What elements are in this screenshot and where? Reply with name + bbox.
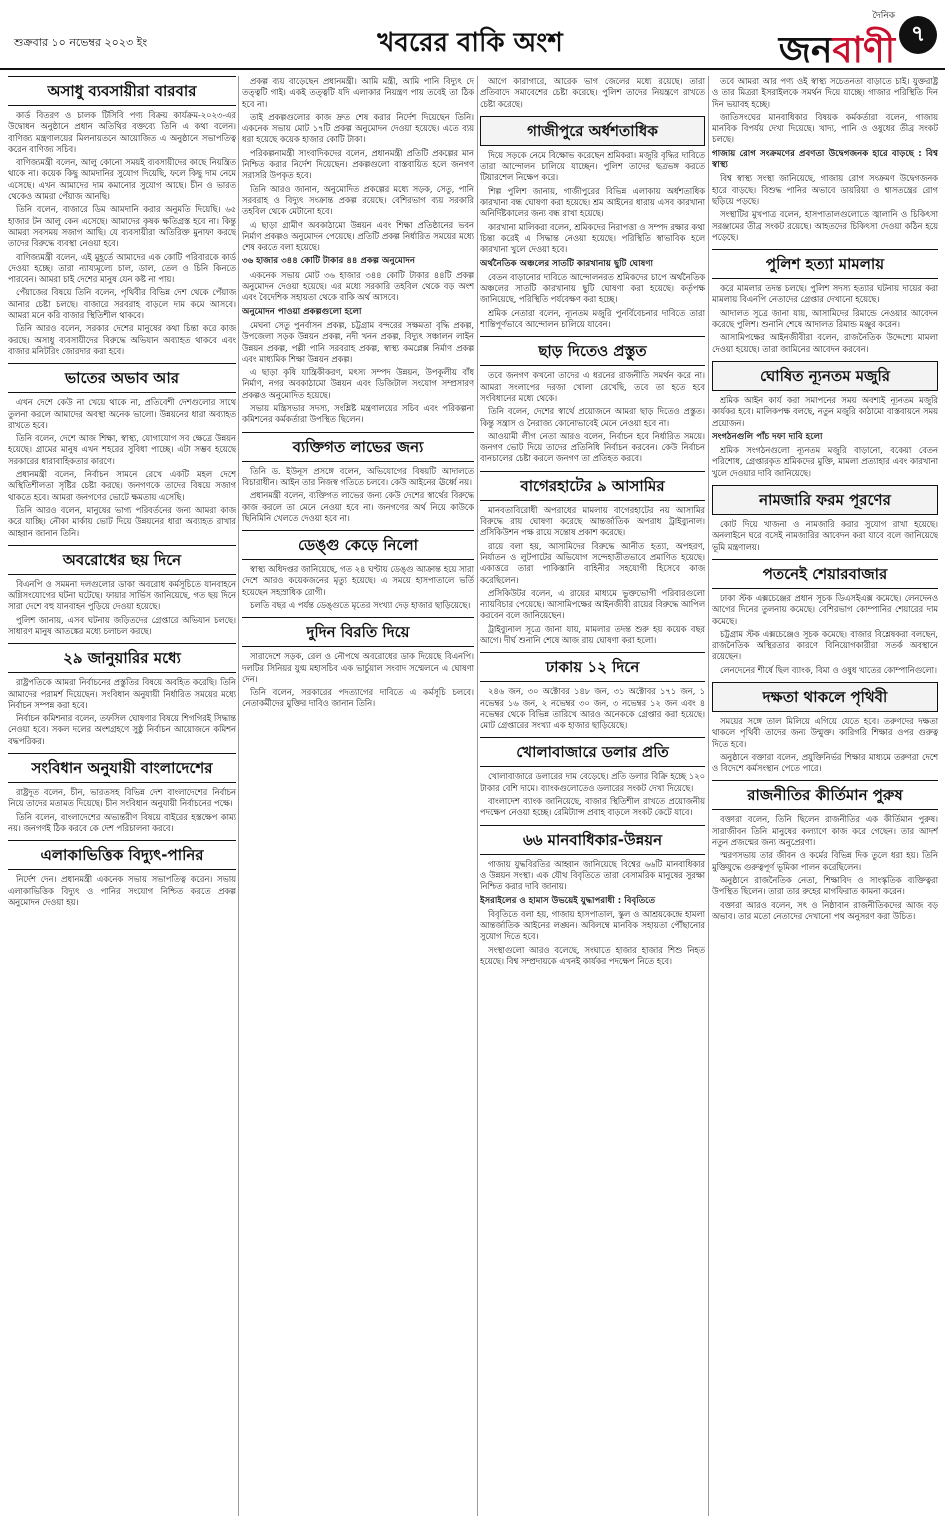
paragraph: সংস্থাটির মুখপাত্র বলেন, হাসপাতালগুলোতে জ্বালানি ও চিকিৎসা সরঞ্জামের তীব্র সংকট রয়েছে। আহতদের চিকিৎসা দেওয়া কঠিন হয়ে পড়েছে। — [712, 209, 938, 242]
headline: ২৯ জানুয়ারির মধ্যে — [8, 643, 236, 673]
headline: সংবিধান অনুযায়ী বাংলাদেশের — [8, 753, 236, 783]
paragraph: সংস্থাগুলো আরও বলেছে, সংঘাতে হাজার হাজার শিশু নিহত হয়েছে। বিশ্ব সম্প্রদায়কে এখনই কার্যকর পদক্ষেপ নিতে হবে। — [480, 944, 705, 967]
story-minimum-wage — [712, 361, 938, 479]
paragraph: চট্টগ্রাম স্টক এক্সচেঞ্জেও সূচক কমেছে। বাজার বিশ্লেষকরা বলছেন, রাজনৈতিক অস্থিরতার কারণে বিনিয়োগকারীরা সতর্ক অবস্থানে রয়েছেন। — [712, 628, 938, 662]
section-title: খবরের বাকি অংশ — [377, 28, 563, 58]
headline: ঘোষিত ন্যূনতম মজুরি — [712, 361, 938, 391]
paragraph: একনেক সভায় মোট ৩৬ হাজার ৩৪৪ কোটি টাকার ৪৪টি প্রকল্প অনুমোদন দেওয়া হয়েছে। এর মধ্যে সরকারি তহবিল থেকে বড় অংশ এবং বৈদেশিক সহায়তা থেকে বাকি অর্থ আসবে। — [242, 269, 474, 303]
story-rice — [8, 363, 236, 539]
paragraph: তিনি বলেন, দেশের স্বার্থে প্রয়োজনে আমরা ছাড় দিতেও প্রস্তুত। কিন্তু সন্ত্রাস ও নৈরাজ্য কোনোভাবেই মেনে নেওয়া হবে না। — [480, 406, 705, 428]
paragraph: আসামিপক্ষের আইনজীবীরা বলেন, রাজনৈতিক উদ্দেশ্যে মামলা দেওয়া হয়েছে। তারা জামিনের আবেদন করবেন। — [712, 332, 938, 354]
paragraph: কার্ড বিতরণ ও চালক টিসিবি পণ্য বিক্রয় কার্যক্রম-২০২৩-এর উদ্বোধন অনুষ্ঠানে প্রধান অতিথির বক্তব্যে তিনি এ কথা বলেন। বাণিজ্য মন্ত্রণালয়ের মিলনায়তনে আয়োজিত এ অনুষ্ঠানে সভাপতিত্ব করেন বাণিজ্য সচিব। — [8, 110, 236, 154]
headline: নামজারি ফরম পূরণের — [712, 485, 938, 515]
subheading: অনুমোদন পাওয়া প্রকল্পগুলো হলো — [242, 306, 362, 317]
logo-small-text: দৈনিক — [872, 11, 895, 21]
paragraph: তিনি ড. ইউনূস প্রসঙ্গে বলেন, অভিযোগের বিষয়টি আদালতে বিচারাধীন। আইন তার নিজস্ব গতিতে চলবে। কেউ আইনের ঊর্ধ্বে নয়। — [242, 465, 474, 487]
paragraph: তিনি বলেন, সরকারের পদত্যাগের দাবিতে এ কর্মসূচি চলবে। নেতাকর্মীদের মুক্তির দাবিও জানান তিনি। — [242, 687, 474, 709]
newspaper-logo — [779, 8, 895, 83]
story-gazipur — [480, 116, 705, 330]
headline: ডেঙ্গু কেড়ে নিলো — [242, 530, 474, 560]
story-skills — [712, 682, 938, 774]
paragraph: শিল্প পুলিশ জানায়, গাজীপুরের বিভিন্ন এলাকায় অর্ধশতাধিক কারখানা বন্ধ ঘোষণা করা হয়েছে। শ্রম আইনের ধারায় এসব কারখানা অনির্দিষ্টকালের জন্য বন্ধ রাখা হয়েছে। — [480, 185, 705, 219]
story-utility — [8, 840, 236, 908]
paragraph: পুলিশ জানায়, এসব ঘটনায় জড়িতদের গ্রেপ্তারে অভিযান চলছে। সাধারণ মানুষ আতঙ্কের মধ্যে চলাচল করছে। — [8, 614, 236, 636]
paragraph: তাই প্রকল্পগুলোর কাজ দ্রুত শেষ করার নির্দেশ দিয়েছেন তিনি। একনেক সভায় মোট ১৭টি প্রকল্প অনুমোদন দেওয়া হয়েছে। এতে ব্যয় ধরা হয়েছে কয়েক হাজার কোটি টাকা। — [242, 111, 474, 145]
paragraph: অনুষ্ঠানে বক্তারা বলেন, প্রযুক্তিনির্ভর শিক্ষার মাধ্যমে তরুণরা দেশে ও বিদেশে কর্মসংস্থান পেতে পারে। — [712, 751, 938, 774]
story-concession — [480, 336, 705, 464]
subheading: ইসরাইলের ও হামাস উভয়েই যুদ্ধাপরাধী : বিবৃতিতে — [480, 895, 656, 906]
headline: ছাড় দিতেও প্রস্তুত — [480, 336, 705, 366]
paragraph: আগে কারাগারে, আরেক ভাগ জেলের মধ্যে রয়েছে। তারা প্রতিবাদে সমাবেশের চেষ্টা করেছে। পুলিশ তাদের নিয়ন্ত্রণে রাখতে চেষ্টা করেছে। — [480, 76, 705, 109]
paragraph: সারাদেশে সড়ক, রেল ও নৌপথে অবরোধের ডাক দিয়েছে বিএনপি। দলটির সিনিয়র যুগ্ম মহাসচিব এক ভার্চুয়াল সংবাদ সম্মেলনে এ ঘোষণা দেন। — [242, 651, 474, 684]
paragraph: প্রসিকিউটর বলেন, এ রায়ের মাধ্যমে ভুক্তভোগী পরিবারগুলো ন্যায়বিচার পেয়েছে। আসামিপক্ষের আইনজীবী রায়ের বিরুদ্ধে আপিল করবেন বলে জানিয়েছেন। — [480, 587, 705, 621]
column-divider — [708, 76, 709, 1516]
story-politics-legend — [712, 780, 938, 922]
story-two-day-break — [242, 617, 474, 709]
paragraph: লেনদেনের শীর্ষে ছিল ব্যাংক, বিমা ও ওষুধ খাতের কোম্পানিগুলো। — [720, 664, 937, 675]
paragraph: তিনি আরও বলেন, সরকার দেশের মানুষের কথা চিন্তা করে কাজ করছে। অসাধু ব্যবসায়ীদের বিরুদ্ধে অভিযান অব্যাহত থাকবে এবং বাজার মনিটরিং জোরদার করা হবে। — [8, 323, 236, 356]
paragraph: চলতি বছর এ পর্যন্ত ডেঙ্গুতে মৃতের সংখ্যা দেড় হাজার ছাড়িয়েছে। — [250, 599, 471, 610]
paragraph: মানবতাবিরোধী অপরাধের মামলায় বাগেরহাটের নয় আসামির বিরুদ্ধে রায় ঘোষণা করেছে আন্তর্জাতিক অপরাধ ট্রাইব্যুনাল। প্রসিকিউশন পক্ষ রায়ে সন্তোষ প্রকাশ করেছে। — [480, 504, 705, 538]
headline: ৬৬ মানবাধিকার-উন্নয়ন — [480, 825, 705, 855]
paragraph: বক্তারা আরও বলেন, সৎ ও নিষ্ঠাবান রাজনীতিকদের আজ বড় অভাব। তার মতো নেতাদের দেখানো পথ অনুসরণ করা উচিত। — [712, 899, 938, 921]
story-continuation — [480, 76, 705, 110]
paragraph: ২৪৬ জন, ৩০ অক্টোবর ১৪৮ জন, ৩১ অক্টোবর ১৭১ জন, ১ নভেম্বর ১৬ জন, ২ নভেম্বর ৩০ জন, ৩ নভেম্বর ১২ জন এবং ৪ নভেম্বর থেকে বিভিন্ন তারিখে আরও অনেককে গ্রেপ্তার করা হয়েছে। মোট গ্রেপ্তারের সংখ্যা এক হাজার ছাড়িয়েছে। — [480, 686, 705, 731]
paragraph: ঢাকা স্টক এক্সচেঞ্জের প্রধান সূচক ডিএসইএক্স কমেছে। লেনদেনও আগের দিনের তুলনায় কমেছে। বেশিরভাগ কোম্পানির শেয়ারের দাম কমেছে। — [712, 592, 938, 626]
paragraph: অনুষ্ঠানে রাজনৈতিক নেতা, শিক্ষাবিদ ও সাংস্কৃতিক ব্যক্তিত্বরা উপস্থিত ছিলেন। তারা তার রুহের মাগফিরাত কামনা করেন। — [712, 874, 938, 897]
headline: বাগেরহাটের ৯ আসামির — [480, 471, 705, 501]
column-3 — [480, 76, 705, 1516]
paragraph: রাষ্ট্রদূত বলেন, চীন, ভারতসহ বিভিন্ন দেশ বাংলাদেশের নির্বাচন নিয়ে তাদের মতামত দিয়েছে। চীন সংবিধান অনুযায়ী নির্বাচনের পক্ষে। — [8, 787, 236, 809]
paragraph: তবে জনগণ কখনো তাদের এ ধরনের রাজনীতি সমর্থন করে না। আমরা সংলাপের দরজা খোলা রেখেছি, তবে তা হতে হবে সংবিধানের মধ্যে থেকে। — [480, 370, 705, 403]
paragraph: শ্রমিক আইন কার্য করা সমাপনের সময় অবশ্যই ন্যূনতম মজুরি কার্যকর হবে। মালিকপক্ষ বলছে, নতুন মজুরি কাঠামো বাস্তবায়নে সময় প্রয়োজন। — [712, 394, 938, 428]
paragraph: জাতিসংঘের মানবাধিকার বিষয়ক কর্মকর্তারা বলেন, গাজায় মানবিক বিপর্যয় দেখা দিয়েছে। খাদ্য, পানি ও ওষুধের তীব্র সংকট চলছে। — [712, 111, 938, 145]
headline: ভাতের অভাব আর — [8, 363, 236, 393]
story-gaza — [712, 76, 938, 243]
paragraph: স্মরণসভায় তার জীবন ও কর্মের বিভিন্ন দিক তুলে ধরা হয়। তিনি মুক্তিযুদ্ধে গুরুত্বপূর্ণ ভূমিকা পালন করেছিলেন। — [712, 850, 938, 872]
paragraph: বক্তারা বলেন, তিনি ছিলেন রাজনীতির এক কীর্তিমান পুরুষ। সারাজীবন তিনি মানুষের কল্যাণে কাজ করে গেছেন। তার আদর্শ নতুন প্রজন্মের জন্য অনুপ্রেরণা। — [712, 814, 938, 848]
headline: ঢাকায় ১২ দিনে — [480, 652, 705, 682]
paragraph: সময়ের সঙ্গে তাল মিলিয়ে এগিয়ে যেতে হবে। তরুণদের দক্ষতা থাকলে পৃথিবী তাদের জন্য উন্মুক্ত। কারিগরি শিক্ষার ওপর গুরুত্ব দিতে হবে। — [712, 715, 938, 749]
paragraph: নির্বাচন কমিশনার বলেন, তফসিল ঘোষণার বিষয়ে শিগগিরই সিদ্ধান্ত নেওয়া হবে। সকল দলের অংশগ্রহণে সুষ্ঠু নির্বাচন আয়োজনে কমিশন বদ্ধপরিকর। — [8, 713, 236, 746]
paragraph: তিনি বলেন, বাজারে ডিম আমদানি করার অনুমতি দিয়েছি। ৬৫ হাজার টন আলু কেন এসেছে। আমাদের কৃষক ক্ষতিগ্রস্ত হবে না। কিন্তু আমরা সবসময় সজাগ আছি। যে ব্যবসায়ীরা অতিরিক্ত মুনাফা করছে তাদের বিরুদ্ধে ব্যবস্থা নেওয়া হবে। — [8, 204, 236, 249]
paragraph: এ ছাড়া গ্রামীণ অবকাঠামো উন্নয়ন এবং শিক্ষা প্রতিষ্ঠানের ভবন নির্মাণ প্রকল্পও অনুমোদন পেয়েছে। প্রতিটি প্রকল্প নির্ধারিত সময়ের মধ্যে শেষ করতে বলা হয়েছে। — [242, 219, 474, 253]
paragraph: দিয়ে সড়কে নেমে বিক্ষোভ করেছেন শ্রমিকরা। মজুরি বৃদ্ধির দাবিতে তারা আন্দোলন চালিয়ে যাচ্ছেন। পুলিশ তাদের ছত্রভঙ্গ করতে টিয়ারশেল নিক্ষেপ করে। — [480, 149, 705, 183]
headline: ব্যক্তিগত লাভের জন্য — [242, 432, 474, 462]
paragraph: এখন দেশে কেউ না খেয়ে থাকে না, প্রতিবেশী দেশগুলোর সাথে তুলনা করলে আমাদের অবস্থা অনেক ভালো। উন্নয়নের ধারা অব্যাহত রাখতে হবে। — [8, 397, 236, 430]
paragraph: তবে আমরা আর পণ্য ওই স্বাস্থ্য সচেতনতা বাড়াতে চাই। যুক্তরাষ্ট্র ও তার মিত্ররা ইসরাইলকে সমর্থন দিয়ে যাচ্ছে। গাজার পরিস্থিতি দিন দিন ভয়াবহ হচ্ছে। — [712, 76, 938, 109]
column-divider — [238, 76, 239, 1516]
subheading: গাজায় রোগ সংক্রমণের প্রবণতা উদ্বেগজনক হারে বাড়ছে : বিশ্ব স্বাস্থ্য — [712, 148, 938, 171]
headline: গাজীপুরে অর্ধশতাধিক — [480, 116, 705, 146]
story-dengue — [242, 530, 474, 611]
paragraph: স্বাস্থ্য অধিদপ্তর জানিয়েছে, গত ২৪ ঘণ্টায় ডেঙ্গু আক্রান্ত হয়ে সারা দেশে আরও কয়েকজনের মৃত্যু হয়েছে। এ সময়ে হাসপাতালে ভর্তি হয়েছেন সহস্রাধিক রোগী। — [242, 564, 474, 597]
paragraph: বাংলাদেশ ব্যাংক জানিয়েছে, বাজার স্থিতিশীল রাখতে প্রয়োজনীয় পদক্ষেপ নেওয়া হচ্ছে। রেমিট্যান্স প্রবাহ বাড়লে সংকট কেটে যাবে। — [480, 796, 705, 818]
story-dhaka-12-days — [480, 652, 705, 731]
headline: অবরোধের ছয় দিনে — [8, 545, 236, 575]
story-share-market — [712, 559, 938, 676]
headline: খোলাবাজারে ডলার প্রতি — [480, 737, 705, 767]
paragraph: খোলাবাজারে ডলারের দাম বেড়েছে। প্রতি ডলার বিক্রি হচ্ছে ১২০ টাকার বেশি দামে। ব্যাংকগুলোতেও ডলারের সংকট দেখা দিয়েছে। — [480, 771, 705, 793]
paragraph: বাণিজ্যমন্ত্রী বলেন, এই মুহূর্তে আমাদের এক কোটি পরিবারকে কার্ড দেওয়া হচ্ছে। তারা ন্যায্যমূল্যে চাল, ডাল, তেল ও চিনি কিনতে পারবেন। আমরা চাই দেশের মানুষ যেন কষ্ট না পায়। — [8, 251, 236, 285]
headline: রাজনীতির কীর্তিমান পুরুষ — [712, 780, 938, 810]
paragraph: কোট দিয়ে খাজনা ও নামজারি করার সুযোগ রাখা হয়েছে। অনলাইনে ঘরে বসেই নামজারির আবেদন করা যাবে বলে জানিয়েছে ভূমি মন্ত্রণালয়। — [712, 519, 938, 552]
headline: পতনেই শেয়ারবাজার — [712, 559, 938, 589]
paragraph: আদালত সূত্রে জানা যায়, আসামিদের রিমান্ডে নেওয়ার আবেদন করেছে পুলিশ। শুনানি শেষে আদালত রিমান্ড মঞ্জুর করেন। — [712, 307, 938, 330]
column-2 — [242, 76, 474, 1516]
paragraph: রাষ্ট্রপতিকে আমরা নির্বাচনের প্রস্তুতির বিষয়ে অবহিত করেছি। তিনি আমাদের পরামর্শ দিয়েছেন। সংবিধান অনুযায়ী নির্ধারিত সময়ের মধ্যে নির্বাচন সম্পন্ন করা হবে। — [8, 677, 236, 710]
story-police-murder — [712, 249, 938, 355]
paragraph: পরিকল্পনামন্ত্রী সাংবাদিকদের বলেন, প্রধানমন্ত্রী প্রতিটি প্রকল্পের মান নিশ্চিত করার নির্দেশ দিয়েছেন। প্রকল্পগুলো বাস্তবায়িত হলে জনগণ সরাসরি উপকৃত হবে। — [242, 147, 474, 181]
paragraph: তিনি আরও জানান, অনুমোদিত প্রকল্পের মধ্যে সড়ক, সেতু, পানি সরবরাহ ও বিদ্যুৎ সংক্রান্ত প্রকল্প রয়েছে। বেশিরভাগ ব্যয় সরকারি তহবিল থেকে মেটানো হবে। — [242, 183, 474, 217]
paragraph: নির্দেশ দেন। প্রধানমন্ত্রী একনেক সভায় সভাপতিত্ব করেন। সভায় এলাকাভিত্তিক বিদ্যুৎ ও পানির সংযোগ নিশ্চিত করতে প্রকল্প অনুমোদন দেওয়া হয়। — [8, 874, 236, 907]
paragraph: প্রকল্প ব্যয় বাড়েছেন প্রধানমন্ত্রী। আমি মন্ত্রী, আমি পানি বিদ্যুৎ দে তত্ত্বটি গাই। একই তত্ত্বটি যদি এলাকার নিয়ন্ত্রণ পায় তবেই তা ঠিক হবে না। — [242, 76, 474, 109]
paragraph: শ্রমিক সংগঠনগুলো ন্যূনতম মজুরি বাড়ানো, বকেয়া বেতন পরিশোধ, গ্রেপ্তারকৃত শ্রমিকদের মুক্তি, মামলা প্রত্যাহার এবং কারখানা খুলে দেওয়ার দাবি জানিয়েছে। — [712, 445, 938, 478]
page-number: ৭ — [899, 16, 937, 54]
paragraph: বিএনপি ও সমমনা দলগুলোর ডাকা অবরোধ কর্মসূচিতে যানবাহনে অগ্নিসংযোগের ঘটনা ঘটেছে। ফায়ার সার্ভিস জানিয়েছে, গত ছয় দিনে সারা দেশে বহু যানবাহন পুড়িয়ে দেওয়া হয়েছে। — [8, 578, 236, 612]
story-ecnec — [242, 76, 474, 426]
paragraph: মেঘনা সেতু পুনর্বাসন প্রকল্প, চট্টগ্রাম বন্দরের সক্ষমতা বৃদ্ধি প্রকল্প, উপজেলা সড়ক উন্নয়ন প্রকল্প, নদী খনন প্রকল্প, বিদ্যুৎ সঞ্চালন লাইন উন্নয়ন প্রকল্প, পল্লী পানি সরবরাহ প্রকল্প, স্বাস্থ্য কমপ্লেক্স নির্মাণ প্রকল্প এবং মাধ্যমিক শিক্ষা উন্নয়ন প্রকল্প। — [242, 319, 474, 364]
column-1 — [8, 76, 236, 1516]
logo-wordmark: জনবাণী — [778, 29, 895, 71]
subheading: অর্থনৈতিক অঞ্চলের সাতটি কারখানায় ছুটি ঘোষণা — [480, 258, 654, 269]
paragraph: প্রধানমন্ত্রী বলেন, ব্যক্তিগত লাভের জন্য কেউ দেশের স্বার্থের বিরুদ্ধে কাজ করলে তা মেনে নেওয়া হবে না। জনগণের অর্থ নিয়ে কাউকে ছিনিমিনি খেলতে দেওয়া হবে না। — [242, 490, 474, 523]
headline: এলাকাভিত্তিক বিদ্যুৎ-পানির — [8, 840, 236, 870]
paragraph: কারখানা মালিকরা বলেন, শ্রমিকদের নিরাপত্তা ও সম্পদ রক্ষার কথা চিন্তা করেই এ সিদ্ধান্ত নেওয়া হয়েছে। পরিস্থিতি স্বাভাবিক হলে কারখানা খুলে দেওয়া হবে। — [480, 221, 705, 255]
headline: দক্ষতা থাকলে পৃথিবী — [712, 682, 938, 712]
story-66-organizations — [480, 825, 705, 968]
paragraph: বিবৃতিতে বলা হয়, গাজায় হাসপাতাল, স্কুল ও আশ্রয়কেন্দ্রে হামলা আন্তর্জাতিক আইনের লঙ্ঘন। অবিলম্বে মানবিক সহায়তা পৌঁছানোর সুযোগ দিতে হবে। — [480, 908, 705, 942]
story-dollar — [480, 737, 705, 818]
paragraph: সভায় মন্ত্রিসভার সদস্য, সংশ্লিষ্ট মন্ত্রণালয়ের সচিব এবং পরিকল্পনা কমিশনের কর্মকর্তারা উপস্থিত ছিলেন। — [242, 403, 474, 425]
paragraph: পেঁয়াজের বিষয়ে তিনি বলেন, পৃথিবীর বিভিন্ন দেশ থেকে পেঁয়াজ আনার চেষ্টা চলছে। বাজারে সরবরাহ বাড়লে দাম কমে আসবে। আমরা মনে করি বাজার স্থিতিশীল থাকবে। — [8, 287, 236, 321]
paragraph: বাণিজ্যমন্ত্রী বলেন, আলু কোনো সময়ই ব্যবসায়ীদের কাছে নিয়ন্ত্রিত থাকে না। কয়েক কিছু আমদানির সুযোগ দিয়েছি, ফলে কিছু দাম নেমে এসেছে। এখন আমাদের দাম কমানোর সুযোগ আছে। চীন ও ভারত থেকেও আমরা পেঁয়াজ আনছি। — [8, 157, 236, 202]
column-divider — [477, 76, 478, 1516]
paragraph: বেতন বাড়ানোর দাবিতে আন্দোলনরত শ্রমিকদের চাপে অর্থনৈতিক অঞ্চলের সাতটি কারখানায় ছুটি ঘোষণা করা হয়েছে। কর্তৃপক্ষ জানিয়েছে, পরিস্থিতি পর্যবেক্ষণ করা হচ্ছে। — [480, 271, 705, 305]
story-constitution — [8, 753, 236, 834]
paragraph: শ্রমিক নেতারা বলেন, ন্যূনতম মজুরি পুনর্বিবেচনার দাবিতে তারা শান্তিপূর্ণভাবে আন্দোলন চালিয়ে যাবেন। — [480, 307, 705, 330]
paragraph: প্রধানমন্ত্রী বলেন, নির্বাচন সামনে রেখে একটি মহল দেশে অস্থিতিশীলতা সৃষ্টির চেষ্টা করছে। জনগণকে তাদের বিষয়ে সজাগ থাকতে হবে। আমরা জনগণের ভোটে ক্ষমতায় এসেছি। — [8, 469, 236, 502]
headline: পুলিশ হত্যা মামলায় — [712, 249, 938, 279]
paragraph: তিনি বলেন, দেশে আজ শিক্ষা, স্বাস্থ্য, যোগাযোগ সব ক্ষেত্রে উন্নয়ন হয়েছে। গ্রামের মানুষ এখন শহরের সুবিধা পাচ্ছে। এটা সম্ভব হয়েছে সরকারের ধারাবাহিকতার কারণে। — [8, 433, 236, 466]
paragraph: তিনি বলেন, বাংলাদেশের অভ্যন্তরীণ বিষয়ে বাইরের হস্তক্ষেপ কাম্য নয়। জনগণই ঠিক করবে কে দেশ পরিচালনা করবে। — [8, 811, 236, 833]
paragraph: করে মামলার তদন্ত চলছে। পুলিশ সদস্য হত্যার ঘটনায় দায়ের করা মামলায় বিএনপি নেতাদের গ্রেপ্তার দেখানো হয়েছে। — [712, 283, 938, 305]
story-bagerhat — [480, 471, 705, 647]
subheading: সংগঠনগুলি পাঁচ দফা দাবি হলো — [712, 431, 823, 442]
story-traders — [8, 76, 236, 357]
paragraph: তিনি আরও বলেন, মানুষের ভাগ্য পরিবর্তনের জন্য আমরা কাজ করে যাচ্ছি। নৌকা মার্কায় ভোট দিয়ে উন্নয়নের ধারা অব্যাহত রাখার আহ্বান জানান তিনি। — [8, 504, 236, 538]
story-personal-gain — [242, 432, 474, 524]
story-january — [8, 643, 236, 747]
issue-date: শুক্রবার ১০ নভেম্বর ২০২৩ ইং — [14, 36, 148, 49]
headline: অসাধু ব্যবসায়ীরা বারবার — [8, 76, 236, 106]
paragraph: আওয়ামী লীগ নেতা আরও বলেন, নির্বাচন হবে নির্ধারিত সময়ে। জনগণ ভোট দিয়ে তাদের প্রতিনিধি নির্বাচন করবেন। কেউ নির্বাচন বানচালের চেষ্টা করলে জনগণ তা প্রতিহত করবে। — [480, 430, 705, 464]
column-4 — [712, 76, 938, 1516]
paragraph: বিশ্ব স্বাস্থ্য সংস্থা জানিয়েছে, গাজায় রোগ সংক্রমণ উদ্বেগজনক হারে বাড়ছে। বিশুদ্ধ পানির অভাবে ডায়রিয়া ও শ্বাসতন্ত্রের রোগ ছড়িয়ে পড়ছে। — [712, 173, 938, 206]
paragraph: ট্রাইব্যুনাল সূত্রে জানা যায়, মামলার তদন্ত শুরু হয় কয়েক বছর আগে। দীর্ঘ শুনানি শেষে আজ রায় ঘোষণা করা হলো। — [480, 623, 705, 645]
paragraph: গাজায় যুদ্ধবিরতির আহ্বান জানিয়েছে বিশ্বের ৬৬টি মানবাধিকার ও উন্নয়ন সংস্থা। এক যৌথ বিবৃতিতে তারা বেসামরিক মানুষের সুরক্ষা নিশ্চিত করার দাবি জানায়। — [480, 858, 705, 892]
headline: দুদিন বিরতি দিয়ে — [242, 617, 474, 647]
story-mutation-form — [712, 485, 938, 553]
story-blockade — [8, 545, 236, 637]
paragraph: রায়ে বলা হয়, আসামিদের বিরুদ্ধে আনীত হত্যা, অপহরণ, নির্যাতন ও লুটপাটের অভিযোগ সন্দেহাতীতভাবে প্রমাণিত হয়েছে। একাত্তরে তারা পাকিস্তানি বাহিনীর সহযোগী হিসেবে কাজ করেছিলেন। — [480, 540, 705, 585]
paragraph: এ ছাড়া কৃষি যান্ত্রিকীকরণ, মৎস্য সম্পদ উন্নয়ন, উপকূলীয় বাঁধ নির্মাণ, নগর অবকাঠামো উন্নয়ন এবং ডিজিটাল সংযোগ সম্প্রসারণ প্রকল্পও অনুমোদিত হয়েছে। — [242, 367, 474, 400]
subheading: ৩৬ হাজার ৩৪৪ কোটি টাকার ৪৪ প্রকল্প অনুমোদন — [242, 256, 415, 267]
masthead — [0, 0, 945, 70]
